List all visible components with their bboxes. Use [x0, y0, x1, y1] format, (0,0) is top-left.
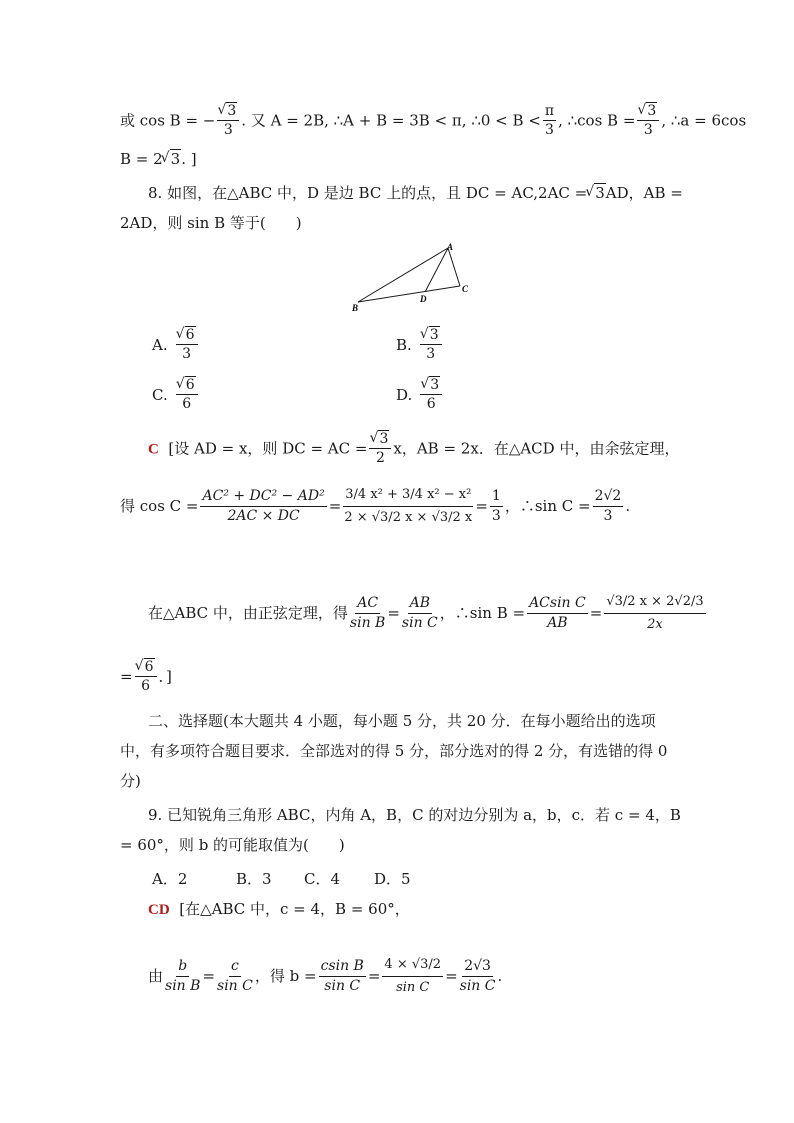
label-d: D — [420, 294, 427, 304]
solution-line-1: 或 cos B = − √ $\frac{3}{3}$ . 又 A = 2B, ∴A + B = 3B < π, ∴0 < B < $\frac{\pi}{3}$ , ∴cos B = √ $\frac{3}{3}$ , ∴a = 6cos — [120, 104, 794, 139]
answer-9-line-1: CD [在△ABC 中，c = 4，B = 60°， — [148, 900, 410, 918]
question-9-line-1: 9. 已知锐角三角形 ABC，内角 A，B，C 的对边分别为 a，b，c．若 c = 4，B — [148, 806, 681, 824]
option-c[interactable]: C. √ $\frac{6}{6}$ — [152, 378, 200, 413]
label-c: C — [462, 284, 469, 294]
fraction: $\frac{\pi}{3}$ — [544, 103, 555, 139]
q9-option-a[interactable]: A．2 — [152, 870, 188, 888]
solution-line-2: B = 2√ 3. ] — [120, 152, 794, 167]
answer-9-line-2: 由 $\frac{b}{\text{sin B}}$ = $\frac{c}{\text{sin C}}$ ，得 b = $\frac{\text{csin B}}{\text{sin C}}$ = $\frac{4 \times √3/2}{\text{sin C}}$ = $\frac{2√3}{\text{sin C}}$ . — [148, 957, 503, 996]
answer-8-line-2: 得 cos C = $\frac{\text{AC² + DC² − AD²}}{2AC \times DC}$ = $\frac{\text{3/4 x² + 3/4 x² − x²}}{2 \times √3/2 x \times √3/2 x}$ = $\frac{1}{3}$ ，∴sin C = $\frac{2√2}{3}$ . — [120, 487, 631, 526]
answer-8-line-4: = √ $\frac{6}{6}$ ．] — [120, 660, 794, 695]
q9-option-c[interactable]: C．4 — [304, 870, 341, 888]
edge-bc — [358, 286, 460, 302]
section-2-line-1: 二、选择题(本大题共 4 小题，每小题 5 分，共 20 分．在每小题给出的选项 — [148, 712, 656, 730]
section-2-line-2: 中，有多项符合题目要求．全部选对的得 5 分，部分选对的得 2 分，有选错的得 0 — [120, 742, 668, 760]
label-a: A — [447, 242, 454, 252]
option-b[interactable]: B. √ $\frac{3}{3}$ — [396, 328, 444, 363]
fraction: √ $\frac{3}{3}$ — [637, 104, 659, 139]
answer-letter: C — [148, 441, 159, 458]
question-9-line-2: = 60°，则 b 的可能取值为( ) — [120, 836, 345, 854]
option-a[interactable]: A. √ $\frac{6}{3}$ — [152, 328, 200, 363]
answer-letter: CD — [148, 902, 170, 918]
option-d[interactable]: D. √ $\frac{3}{6}$ — [396, 378, 444, 413]
answer-8-line-3: 在△ABC 中，由正弦定理，得 $\frac{AC}{\text{sin B}}$ = $\frac{AB}{\text{sin C}}$ ，∴sin B = $\frac{\text{ACsin C}}{AB}$ = $\frac{√3/2 x \times 2√2/3}{2x}$ — [148, 594, 704, 633]
fraction: √ $\frac{3}{3}$ — [217, 104, 239, 139]
question-8-line-1: 8. 如图，在△ABC 中，D 是边 BC 上的点，且 DC = AC,2AC =√ 3AD，AB = — [148, 186, 794, 201]
edge-ac — [448, 248, 460, 286]
triangle-figure — [350, 240, 480, 315]
section-2-line-3: 分) — [120, 772, 141, 790]
question-8-line-2: 2AD，则 sin B 等于( ) — [120, 214, 302, 232]
q9-option-b[interactable]: B．3 — [236, 870, 272, 888]
edge-ba — [358, 248, 448, 302]
label-b: B — [352, 303, 359, 313]
answer-8-line-1: C [设 AD = x，则 DC = AC = √ $\frac{3}{2}$ x，AB = 2x．在△ACD 中，由余弦定理， — [148, 432, 794, 467]
q9-option-d[interactable]: D．5 — [374, 870, 411, 888]
